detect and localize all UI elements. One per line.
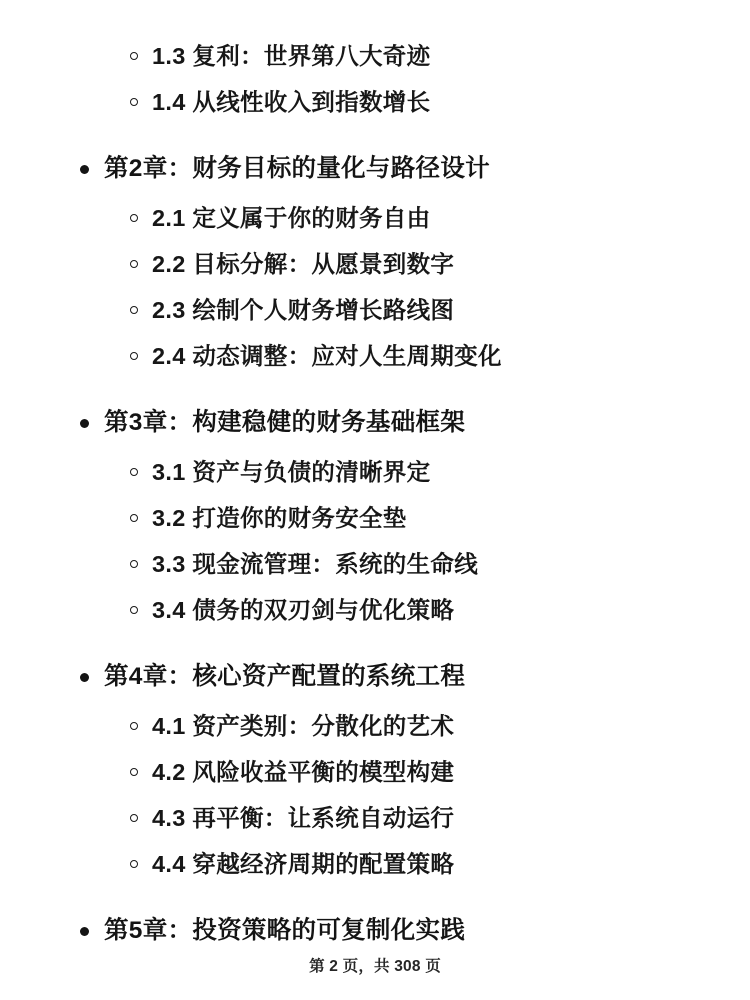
toc-entry-label: 2.3 绘制个人财务增长路线图 [152, 297, 455, 324]
hollow-bullet-icon [130, 260, 138, 268]
list-item[interactable] [52, 80, 698, 126]
list-item[interactable] [52, 34, 698, 80]
filled-bullet-icon [80, 927, 89, 936]
hollow-bullet-icon [130, 860, 138, 868]
toc-entry-label: 4.3 再平衡：让系统自动运行 [152, 805, 455, 832]
toc-entry-label: 3.3 现金流管理：系统的生命线 [152, 551, 478, 578]
toc-entry-label: 3.1 资产与负债的清晰界定 [152, 459, 431, 486]
list-item[interactable] [52, 908, 698, 954]
hollow-bullet-icon [130, 52, 138, 60]
toc-entry-label: 4.4 穿越经济周期的配置策略 [152, 851, 455, 878]
list-item[interactable] [52, 750, 698, 796]
list-item[interactable] [52, 242, 698, 288]
page-footer: 第 2 页，共 308 页 [309, 958, 441, 975]
list-item[interactable] [52, 796, 698, 842]
toc-entry-label: 3.2 打造你的财务安全垫 [152, 505, 407, 532]
hollow-bullet-icon [130, 352, 138, 360]
toc-entry-label: 2.4 动态调整：应对人生周期变化 [152, 343, 502, 370]
list-item[interactable] [52, 588, 698, 634]
spacer [52, 634, 698, 654]
list-item[interactable] [52, 400, 698, 446]
list-item[interactable] [52, 196, 698, 242]
spacer [52, 126, 698, 146]
hollow-bullet-icon [130, 306, 138, 314]
toc-entry-label: 3.4 债务的双刃剑与优化策略 [152, 597, 455, 624]
table-of-contents [52, 34, 698, 954]
toc-entry-label: 2.2 目标分解：从愿景到数字 [152, 251, 455, 278]
list-item[interactable] [52, 334, 698, 380]
toc-entry-label: 4.2 风险收益平衡的模型构建 [152, 759, 455, 786]
filled-bullet-icon [80, 165, 89, 174]
list-item[interactable] [52, 146, 698, 192]
toc-entry-label: 第5章：投资策略的可复制化实践 [104, 916, 466, 944]
list-item[interactable] [52, 288, 698, 334]
hollow-bullet-icon [130, 514, 138, 522]
hollow-bullet-icon [130, 560, 138, 568]
filled-bullet-icon [80, 419, 89, 428]
hollow-bullet-icon [130, 768, 138, 776]
spacer [52, 380, 698, 400]
list-item[interactable] [52, 450, 698, 496]
list-item[interactable] [52, 542, 698, 588]
hollow-bullet-icon [130, 214, 138, 222]
toc-entry-label: 1.4 从线性收入到指数增长 [152, 89, 431, 116]
hollow-bullet-icon [130, 606, 138, 614]
hollow-bullet-icon [130, 814, 138, 822]
toc-entry-label: 第4章：核心资产配置的系统工程 [104, 662, 466, 690]
filled-bullet-icon [80, 673, 89, 682]
hollow-bullet-icon [130, 468, 138, 476]
toc-entry-label: 第3章：构建稳健的财务基础框架 [104, 408, 466, 436]
toc-entry-label: 4.1 资产类别：分散化的艺术 [152, 713, 455, 740]
spacer [52, 888, 698, 908]
list-item[interactable] [52, 654, 698, 700]
list-item[interactable] [52, 704, 698, 750]
toc-entry-label: 1.3 复利：世界第八大奇迹 [152, 43, 431, 70]
hollow-bullet-icon [130, 98, 138, 106]
hollow-bullet-icon [130, 722, 138, 730]
list-item[interactable] [52, 842, 698, 888]
toc-entry-label: 第2章：财务目标的量化与路径设计 [104, 154, 490, 182]
toc-entry-label: 2.1 定义属于你的财务自由 [152, 205, 431, 232]
list-item[interactable] [52, 496, 698, 542]
